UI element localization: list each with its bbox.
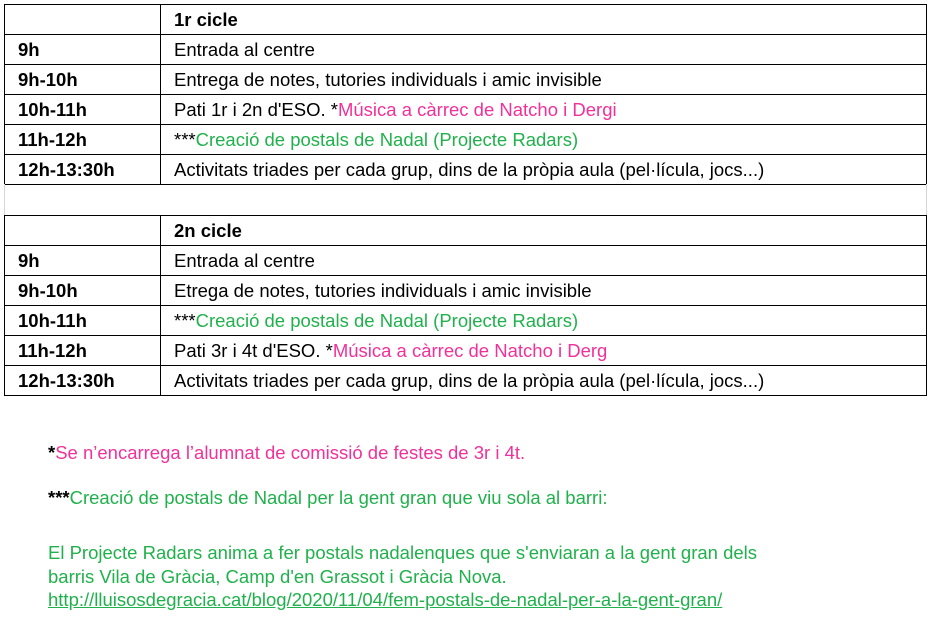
postcards-text: Creació de postals de Nadal (Projecte Radars) xyxy=(195,128,579,150)
footnote-triple-asterisk xyxy=(48,486,607,510)
table-header-row xyxy=(5,5,927,35)
table-row xyxy=(5,95,927,125)
asterisk-mark: * xyxy=(330,98,338,120)
paragraph-line: barris Vila de Gràcia, Camp d'en Grassot i Gràcia Nova. xyxy=(48,565,507,587)
radars-blog-link[interactable]: http://lluisosdegracia.cat/blog/2020/11/04/fem-postals-de-nadal-per-a-la-gent-gran/ xyxy=(48,589,723,610)
schedule-table-cycle2 xyxy=(4,215,927,396)
time-cell: 12h-13:30h xyxy=(5,366,161,396)
schedule-table-cycle1 xyxy=(4,4,927,185)
time-cell: 11h-12h xyxy=(5,125,161,155)
table-row xyxy=(5,65,927,95)
activity-cell xyxy=(161,95,927,125)
footnote-text: Se n’encarrega l’alumnat de comissió de festes de 3r i 4t. xyxy=(55,442,526,463)
table-header-row xyxy=(5,216,927,246)
table-row xyxy=(5,125,927,155)
music-note-text: Música a càrrec de Natcho i Derg xyxy=(332,339,608,361)
time-cell: 9h xyxy=(5,35,161,65)
activity-cell xyxy=(161,336,927,366)
activity-text: Pati 3r i 4t d'ESO. xyxy=(174,339,326,361)
activity-cell xyxy=(161,306,927,336)
time-cell: 9h-10h xyxy=(5,276,161,306)
time-cell: 9h xyxy=(5,246,161,276)
time-cell: 11h-12h xyxy=(5,336,161,366)
activity-cell: Activitats triades per cada grup, dins de la pròpia aula (pel·lícula, jocs...) xyxy=(161,366,927,396)
activity-cell: Entrada al centre xyxy=(161,35,927,65)
table-row xyxy=(5,155,927,185)
time-cell: 10h-11h xyxy=(5,306,161,336)
radars-paragraph xyxy=(48,541,757,612)
table-row xyxy=(5,366,927,396)
table-row xyxy=(5,306,927,336)
postcards-text: Creació de postals de Nadal (Projecte Radars) xyxy=(195,309,579,331)
cycle-header: 1r cicle xyxy=(161,5,927,35)
cycle-header: 2n cicle xyxy=(161,216,927,246)
footnote-single-asterisk xyxy=(48,441,525,465)
table-row xyxy=(5,276,927,306)
activity-text: Pati 1r i 2n d'ESO. xyxy=(174,98,331,120)
time-cell: 9h-10h xyxy=(5,65,161,95)
asterisk-mark: *** xyxy=(174,128,196,150)
table-row xyxy=(5,246,927,276)
activity-cell: Entrega de notes, tutories individuals i amic invisible xyxy=(161,65,927,95)
footnote-text: Creació de postals de Nadal per la gent gran que viu sola al barri: xyxy=(69,487,608,508)
asterisk-mark: * xyxy=(325,339,333,361)
activity-cell: Activitats triades per cada grup, dins de la pròpia aula (pel·lícula, jocs...) xyxy=(161,155,927,185)
activity-cell xyxy=(161,125,927,155)
header-empty-cell xyxy=(5,216,161,246)
table-row xyxy=(5,336,927,366)
activity-cell: Entrada al centre xyxy=(161,246,927,276)
table-spacer xyxy=(4,184,927,215)
table-row xyxy=(5,35,927,65)
music-note-text: Música a càrrec de Natcho i Dergi xyxy=(337,98,617,120)
time-cell: 10h-11h xyxy=(5,95,161,125)
header-empty-cell xyxy=(5,5,161,35)
asterisk-mark: * xyxy=(48,442,56,463)
asterisk-mark: *** xyxy=(48,487,70,508)
asterisk-mark: *** xyxy=(174,309,196,331)
activity-cell: Etrega de notes, tutories individuals i amic invisible xyxy=(161,276,927,306)
paragraph-line: El Projecte Radars anima a fer postals nadalenques que s'enviaran a la gent gran dels xyxy=(48,542,758,563)
time-cell: 12h-13:30h xyxy=(5,155,161,185)
